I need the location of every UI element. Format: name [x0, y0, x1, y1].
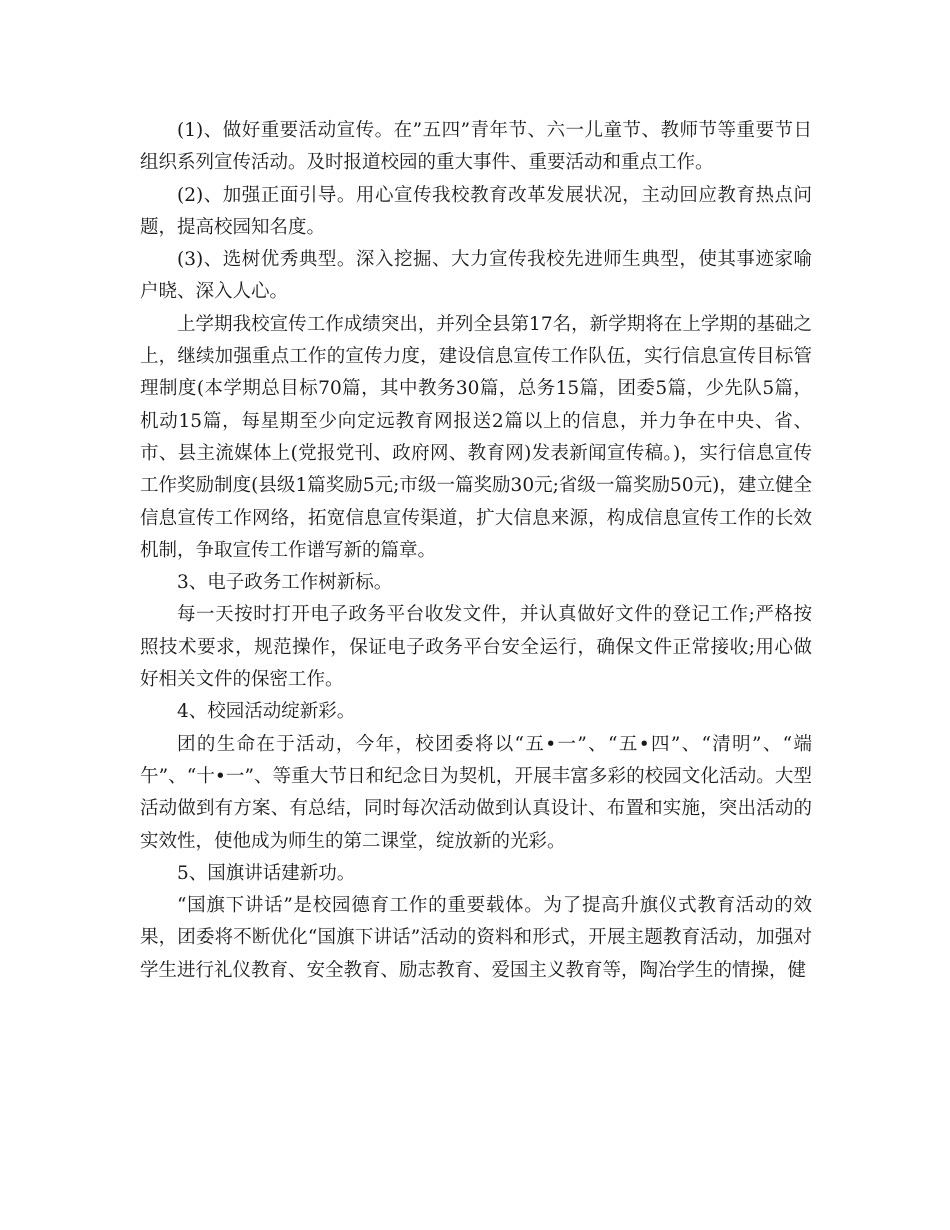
paragraph: (1)、做好重要活动宣传。在”五四”青年节、六一儿童节、教师节等重要节日组织系列宣传活动。及时报道校园的重大事件、重要活动和重点工作。 — [140, 120, 812, 174]
paragraph: “国旗下讲话”是校园德育工作的重要载体。为了提高升旗仪式教育活动的效果，团委将不断优化“国旗下讲话”活动的资料和形式，开展主题教育活动，加强对学生进行礼仪教育、安全教育、励志教育、爱国主义教育等，陶冶学生的情操，健 — [140, 895, 812, 981]
section-heading: 5、国旗讲话建新功。 — [177, 862, 356, 884]
paragraph: 上学期我校宣传工作成绩突出，并列全县第17名，新学期将在上学期的基础之上，继续加强重点工作的宣传力度，建设信息宣传工作队伍，实行信息宣传目标管理制度(本学期总目标70篇，其中教务30篇，总务15篇，团委5篇，少先队5篇，机动15篇，每星期至少向定远教育网报送2篇以上的信息，并力争在中央、省、市、县主流媒体上(党报党刊、政府网、教育网)发表新闻宣传稿。)，实行信息宣传工作奖励制度(县级1篇奖励5元;市级一篇奖励30元;省级一篇奖励50元)，建立健全信息宣传工作网络，拓宽信息宣传渠道，扩大信息来源，构成信息宣传工作的长效机制，争取宣传工作谱写新的篇章。 — [140, 313, 812, 561]
paragraph: 每一天按时打开电子政务平台收发文件，并认真做好文件的登记工作;严格按照技术要求，规范操作，保证电子政务平台安全运行，确保文件正常接收;用心做好相关文件的保密工作。 — [140, 604, 812, 691]
section-heading: 3、电子政务工作树新标。 — [177, 572, 393, 594]
section-heading: 4、校园活动绽新彩。 — [177, 701, 356, 723]
paragraph: 团的生命在于活动，今年，校团委将以“五•一”、“五•四”、“清明”、“端午”、“十•一”、等重大节日和纪念日为契机，开展丰富多彩的校园文化活动。大型活动做到有方案、有总结，同时每次活动做到认真设计、布置和实施，突出活动的实效性，使他成为师生的第二课堂，绽放新的光彩。 — [140, 733, 812, 852]
paragraph: (2)、加强正面引导。用心宣传我校教育改革发展状况，主动回应教育热点问题，提高校园知名度。 — [140, 184, 812, 238]
document-body — [140, 115, 812, 987]
paragraph: (3)、选树优秀典型。深入挖掘、大力宣传我校先进师生典型，使其事迹家喻户晓、深入人心。 — [140, 249, 812, 303]
